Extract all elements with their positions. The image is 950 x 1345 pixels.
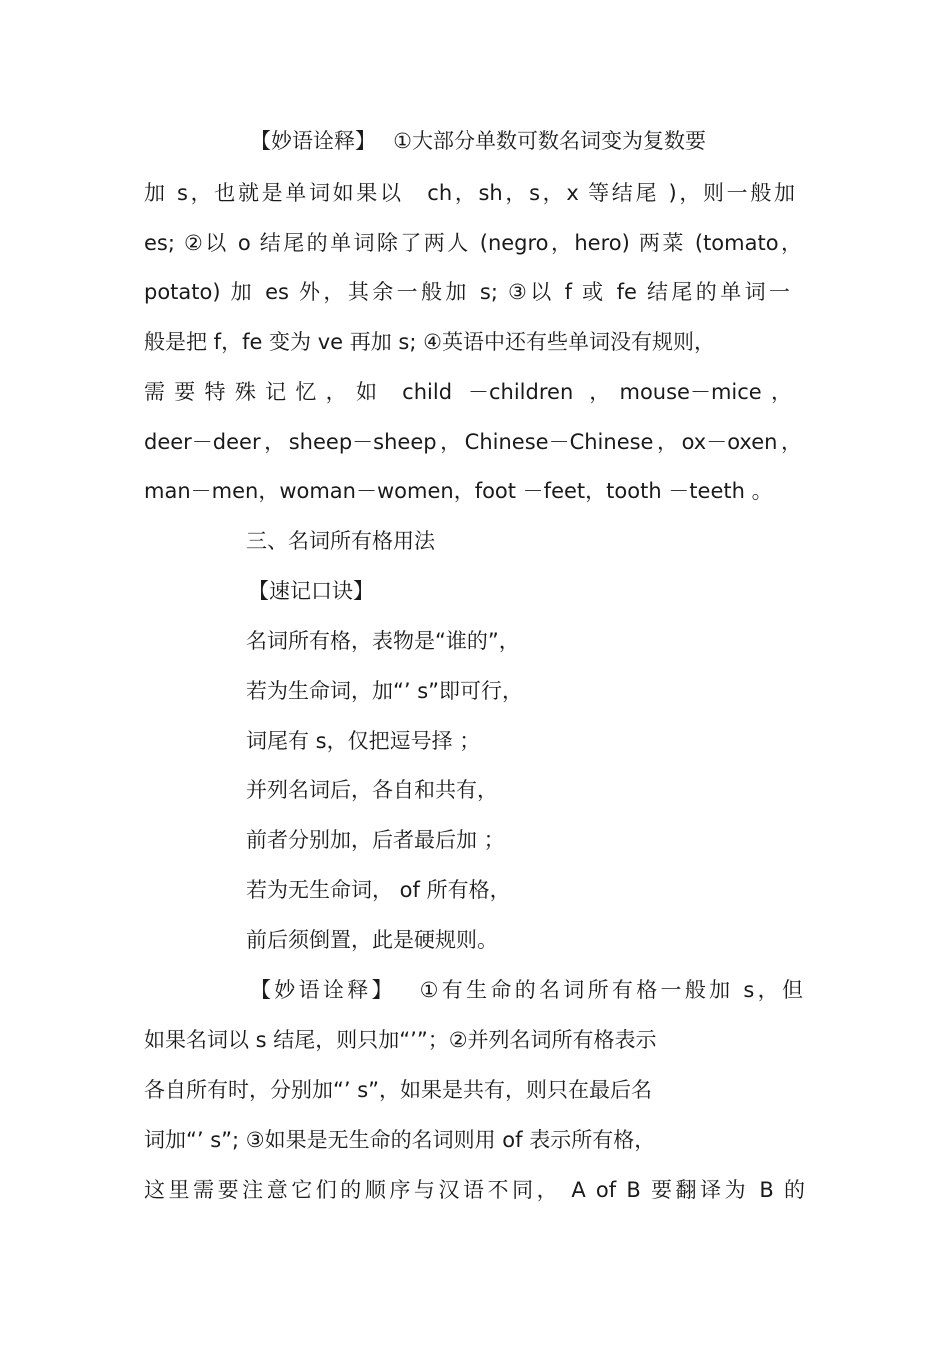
mnemonic-line-2: 若为生命词，加“’ s”即可行，	[246, 679, 524, 703]
paragraph-line-1: 【妙语诠释】 ①大部分单数可数名词变为复数要	[250, 129, 706, 153]
paragraph-line-4: potato) 加 es 外，其余一般加 s; ③以 f 或 fe 结尾的单词一	[144, 280, 790, 304]
paragraph-line-6: 需要特殊记忆，如 child －children ，mouse－mice，	[144, 380, 792, 404]
mnemonic-line-1: 名词所有格，表物是“谁的”，	[246, 629, 520, 653]
explanation-line-3: 各自所有时，分别加“’ s”，如果是共有，则只在最后名	[144, 1078, 653, 1102]
mnemonic-line-4: 并列名词后，各自和共有，	[246, 778, 498, 802]
mnemonic-line-7: 前后须倒置，此是硬规则。	[246, 928, 498, 952]
explanation-line-5: 这里需要注意它们的顺序与汉语不同， A of B 要翻译为 B 的	[144, 1178, 805, 1202]
mnemonic-line-6: 若为无生命词， of 所有格，	[246, 878, 511, 902]
explanation-line-2: 如果名词以 s 结尾，则只加“’”；②并列名词所有格表示	[144, 1028, 657, 1052]
paragraph-line-5: 般是把 f，fe 变为 ve 再加 s; ④英语中还有些单词没有规则，	[144, 330, 715, 354]
mnemonic-line-3: 词尾有 s，仅把逗号择 ；	[246, 729, 481, 753]
explanation-line-1: 【妙语诠释】 ①有生命的名词所有格一般加 s，但	[250, 978, 803, 1002]
section-heading: 三、名词所有格用法	[246, 529, 435, 553]
paragraph-line-8: man－men，woman－women，foot －feet，tooth －teeth 。	[144, 479, 773, 503]
mnemonic-line-5: 前者分别加，后者最后加 ；	[246, 828, 505, 852]
explanation-line-4: 词加“’ s”; ③如果是无生命的名词则用 of 表示所有格，	[144, 1128, 656, 1152]
paragraph-line-2: 加 s，也就是单词如果以 ch，sh，s，x 等结尾 )，则一般加	[144, 181, 795, 205]
paragraph-line-7: deer－deer，sheep－sheep，Chinese－Chinese，ox－oxen，	[144, 430, 802, 454]
mnemonic-heading: 【速记口诀】	[248, 579, 374, 603]
paragraph-line-3: es; ②以 o 结尾的单词除了两人 (negro，hero) 两菜 (tomato，	[144, 231, 802, 255]
